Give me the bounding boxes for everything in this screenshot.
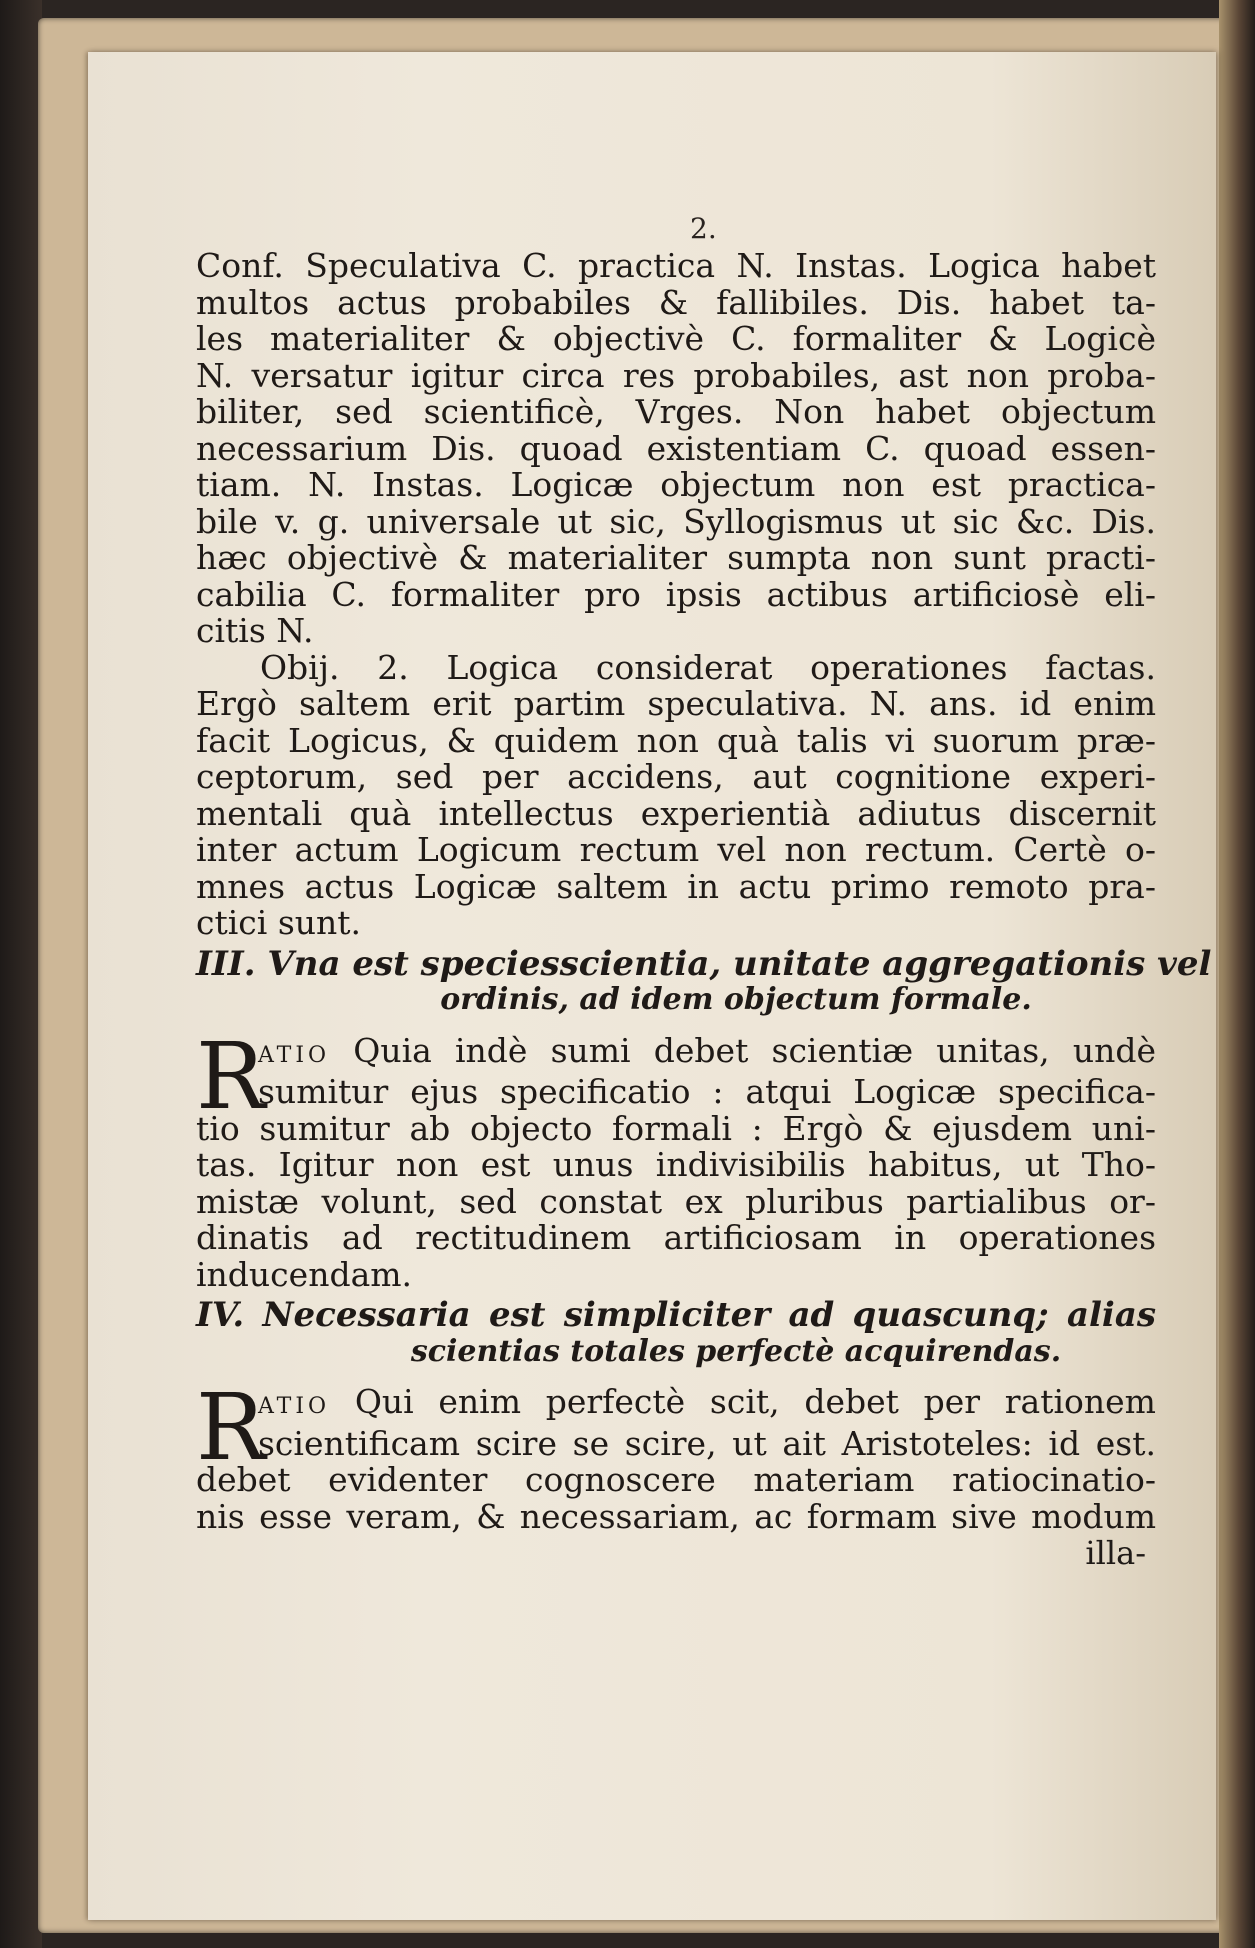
text-line: ctici sunt. <box>196 903 362 942</box>
text-line: sumitur ejus specificatio : atqui Logicæ specifica- <box>258 1072 1156 1111</box>
text-line-content: Qui enim perfectè scit, debet per rationem <box>354 1382 1156 1421</box>
section-heading-4 <box>196 1297 1156 1370</box>
text-line <box>196 1384 1156 1426</box>
heading-line: ordinis, ad idem objectum formale. <box>440 982 1032 1017</box>
paragraph-2 <box>196 647 1156 942</box>
text-line: inter actum Logicum rectum vel non rectum. Certè o- <box>196 830 1156 869</box>
text-line: Obij. 2. Logica considerat operationes factas. <box>260 647 1156 687</box>
page-text <box>196 212 1212 1572</box>
text-line <box>196 1030 1156 1075</box>
text-line: citis N. <box>196 611 314 650</box>
book-spine-edge <box>1219 0 1255 1948</box>
backdrop <box>0 0 42 1948</box>
text-line: ceptorum, sed per accidens, aut cognitione experi- <box>196 757 1156 796</box>
section-heading-3 <box>196 943 1212 1019</box>
catchword: illa- <box>1085 1534 1146 1572</box>
text-line: hæc objectivè & materialiter sumpta non sunt practi- <box>196 538 1156 577</box>
text-line: inducendam. <box>196 1254 413 1294</box>
text-line: Conf. Speculativa C. practica N. Instas. Logica habet <box>196 246 1156 285</box>
text-line: tas. Igitur non est unus indivisibilis habitus, ut Tho- <box>196 1145 1156 1184</box>
text-line: mnes actus Logicæ saltem in actu primo remoto pra- <box>196 866 1156 906</box>
text-line: necessarium Dis. quoad existentiam C. quoad essen- <box>196 428 1156 468</box>
text-line: biliter, sed scientificè, Vrges. Non habet objectum <box>196 392 1156 431</box>
text-line-content: Quia indè sumi debet scientiæ unitas, undè <box>353 1030 1156 1070</box>
text-line: les materialiter & objectivè C. formaliter & Logicè <box>196 319 1156 358</box>
text-line: mistæ volunt, sed constat ex pluribus partialibus or- <box>196 1181 1156 1221</box>
text-line: multos actus probabiles & fallibiles. Dis. habet ta- <box>196 282 1156 322</box>
paragraph-3 <box>196 1022 1156 1294</box>
text-line: tio sumitur ab objecto formali : Ergò & ejusdem uni- <box>196 1108 1156 1148</box>
paragraph-4 <box>196 1374 1156 1536</box>
text-line: nis esse veram, & necessariam, ac formam sive modum <box>196 1496 1156 1536</box>
first-word: ATIO <box>258 1042 331 1068</box>
heading-line: IV. Necessaria est simpliciter ad quascunq; alias <box>196 1295 1156 1335</box>
text-line: cabilia C. formaliter pro ipsis actibus artificiosè eli- <box>196 574 1156 614</box>
text-line: Ergò saltem erit partim speculativa. N. ans. id enim <box>196 684 1156 723</box>
drop-cap: R <box>196 1022 266 1130</box>
page-number: 2. <box>690 212 717 245</box>
text-line: tiam. N. Instas. Logicæ objectum non est practica- <box>196 465 1156 504</box>
text-line: facit Logicus, & quidem non quà talis vi suorum præ- <box>196 720 1156 760</box>
first-word: ATIO <box>258 1394 331 1419</box>
text-line: debet evidenter cognoscere materiam ratiocinatio- <box>196 1460 1156 1499</box>
text-line: N. versatur igitur circa res probabiles, ast non proba- <box>196 355 1156 395</box>
text-line: dinatis ad rectitudinem artificiosam in operationes <box>196 1218 1156 1257</box>
text-line: mentali quà intellectus experientià adiutus discernit <box>196 793 1156 833</box>
paragraph-1 <box>196 248 1156 650</box>
heading-line: scientias totales perfectè acquirendas. <box>410 1333 1062 1369</box>
text-line: bile v. g. universale ut sic, Syllogismus ut sic &c. Dis. <box>196 501 1156 541</box>
text-line: scientificam scire se scire, ut ait Aristoteles: id est. <box>258 1423 1156 1463</box>
drop-cap: R <box>196 1374 266 1481</box>
heading-line: III. Vna est speciesscientia, unitate aggregationis vel <box>196 943 1212 984</box>
